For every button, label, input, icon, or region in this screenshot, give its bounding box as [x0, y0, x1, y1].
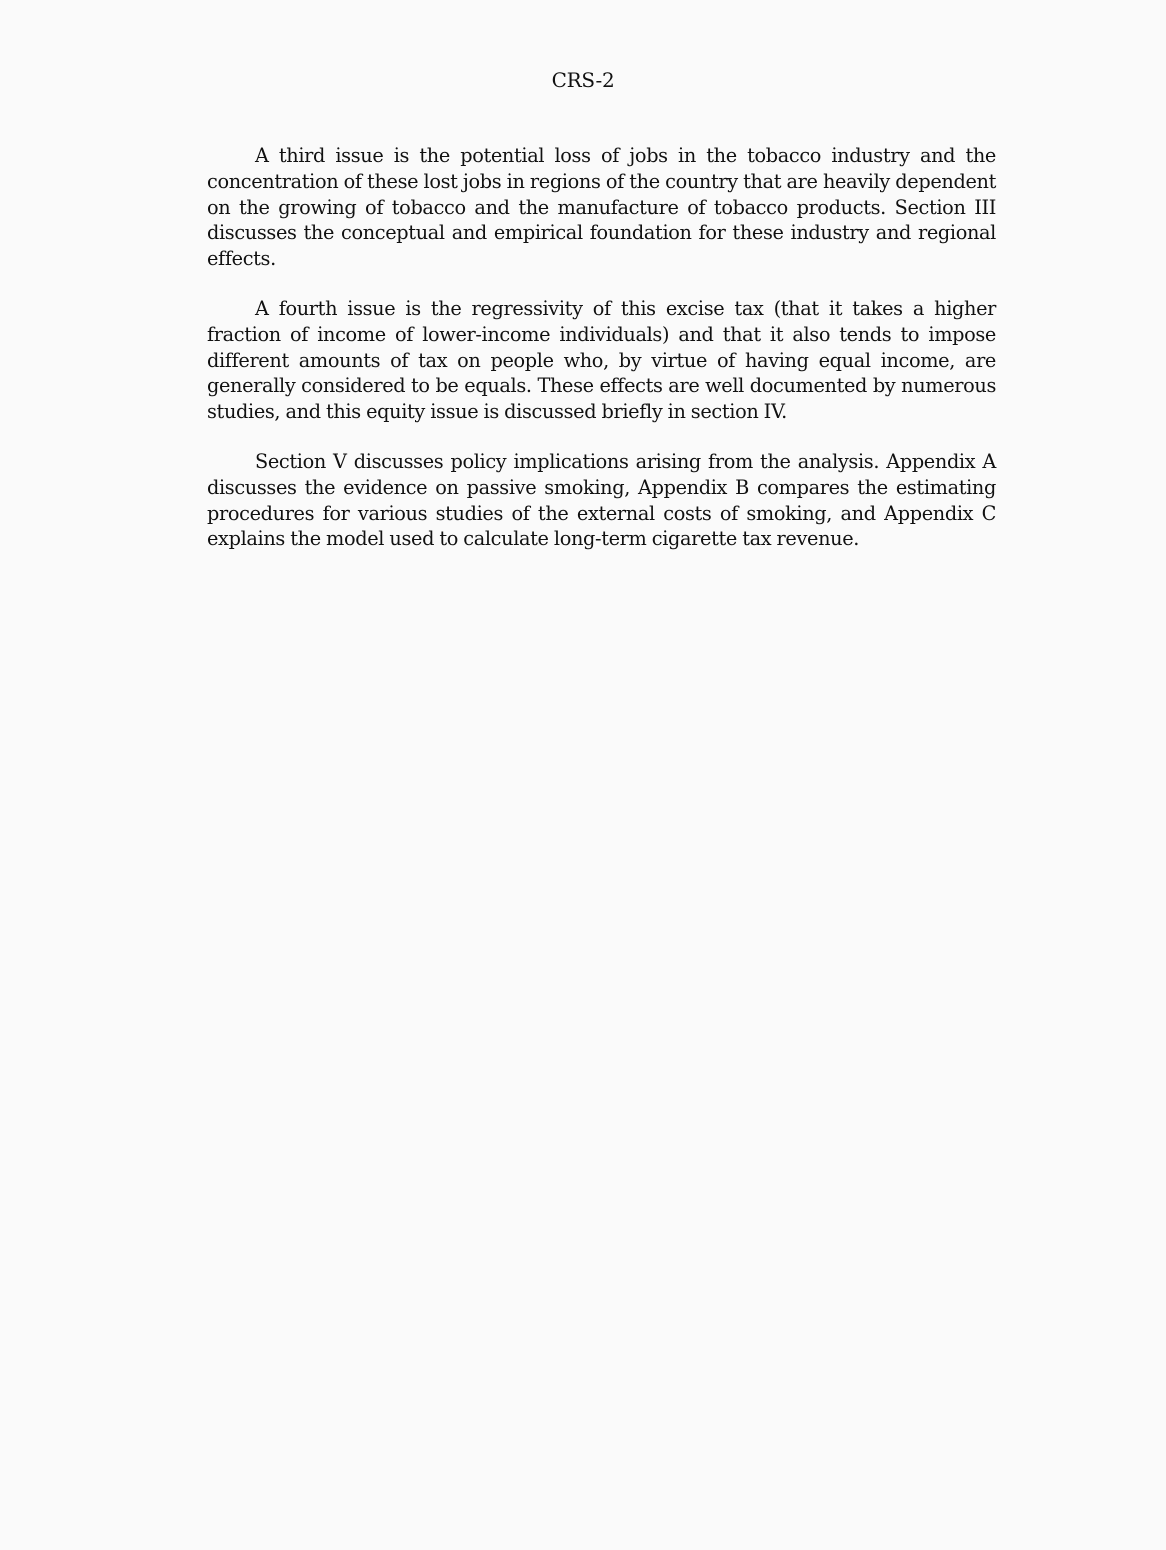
page-number-header: CRS-2 — [551, 68, 615, 92]
paragraph-third-issue: A third issue is the potential loss of jobs in the tobacco industry and the concentration of these lost jobs in regions of the country that are heavily dependent on the growing of tobacco and the manufacture of tobacco products. Section III discusses the conceptual and empirical foundation for these industry and regional effects. — [207, 144, 996, 271]
paragraph-fourth-issue: A fourth issue is the regressivity of this excise tax (that it takes a higher fraction of income of lower-income individuals) and that it also tends to impose different amounts of tax on people who, by virtue of having equal income, are generally considered to be equals. These effects are well documented by numerous studies, and this equity issue is discussed briefly in section IV. — [207, 296, 996, 424]
document-body — [207, 143, 996, 552]
paragraph-section-v-appendices: Section V discusses policy implications arising from the analysis. Appendix A discusses the evidence on passive smoking, Appendix B compares the estimating procedures for various studies of the external costs of smoking, and Appendix C explains the model used to calculate long-term cigarette tax revenue. — [207, 449, 996, 551]
